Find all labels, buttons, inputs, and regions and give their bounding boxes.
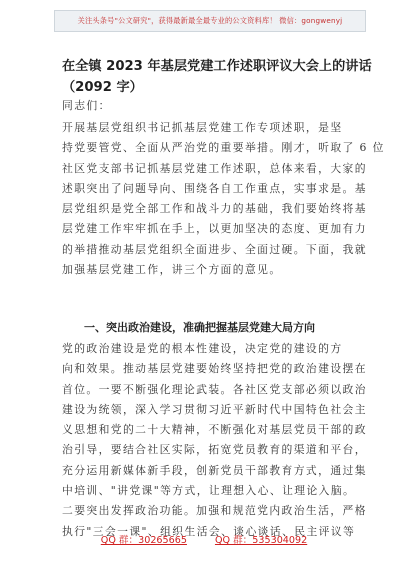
paragraph-line: 首位。一要不断强化理论武装。各社区党支部必须以政治 <box>62 382 367 396</box>
footer-contacts <box>0 528 408 550</box>
paragraph-line: 党的政治建设是党的根本性建设，决定党的建设的方 <box>62 342 343 355</box>
document-title <box>62 56 372 98</box>
paragraph-line: 义思想和党的二十大精神，不断强化对基层党员干部的政 <box>62 423 367 437</box>
paragraph-line: 层党组织是党全部工作和战斗力的基础，我们要始终将基 <box>62 202 367 216</box>
salutation-text: 同志们： <box>62 99 111 112</box>
paragraph-line: 向和效果。推动基层党建要始终坚持把党的政治建设摆在 <box>62 362 367 376</box>
title-line-1: 在全镇 2023 年基层党建工作述职评议大会上的讲话 <box>62 59 372 74</box>
paragraph-line: 治引导，要结合社区实际，拓宽党员教育的渠道和平台， <box>62 443 367 457</box>
paragraph-line: 执行"三会一课"、组织生活会、谈心谈话、民主评议等 <box>62 524 356 538</box>
section-heading-1: 一、突出政治建设，准确把握基层党建大局方向 <box>84 321 315 334</box>
paragraph-line: 加强基层党建工作，讲三个方面的意见。 <box>62 263 282 277</box>
header-banner <box>54 10 366 32</box>
paragraph-line: 社区党支部书记抓基层党建工作述职，总体来看，大家的 <box>62 161 367 175</box>
paragraph-line: 二要突出发挥政治功能。加强和规范党内政治生活，严格 <box>62 504 367 518</box>
qq-group-link-2[interactable]: QQ 群：535304092 <box>214 535 308 546</box>
paragraph-line: 充分运用新媒体新手段，创新党员干部教育方式，通过集 <box>62 463 367 477</box>
paragraph-line: 持党要管党、全面从严治党的重要举措。刚才，听取了 6 位 <box>62 141 385 155</box>
qq-group-link-1[interactable]: QQ 群：30265665 <box>100 535 187 546</box>
paragraph-line: 开展基层党组织书记抓基层党建工作专项述职，是坚 <box>62 121 343 134</box>
paragraph-line: 中培训、"讲党课"等方式，让理想入心、让理论入脑。 <box>62 484 356 498</box>
paragraph-line: 述职突出了问题导向、围绕各自工作重点，实事求是。基 <box>62 181 367 195</box>
salutation <box>62 96 348 116</box>
paragraph-line: 层党建工作牢牢抓在手上，以更加坚决的态度、更加有力 <box>62 222 367 236</box>
paragraph-1 <box>62 118 385 280</box>
paragraph-line: 的举措推动基层党组织全面进步、全面过硬。下面，我就 <box>62 242 367 256</box>
title-line-2: （2092 字） <box>62 80 143 95</box>
banner-text: 关注头条号"公文研究"，获得最新最全最专业的公文资料库！ 微信：gongwenyj <box>77 16 343 25</box>
paragraph-line: 建设为统领，深入学习贯彻习近平新时代中国特色社会主 <box>62 402 367 416</box>
paragraph-2 <box>62 339 367 542</box>
